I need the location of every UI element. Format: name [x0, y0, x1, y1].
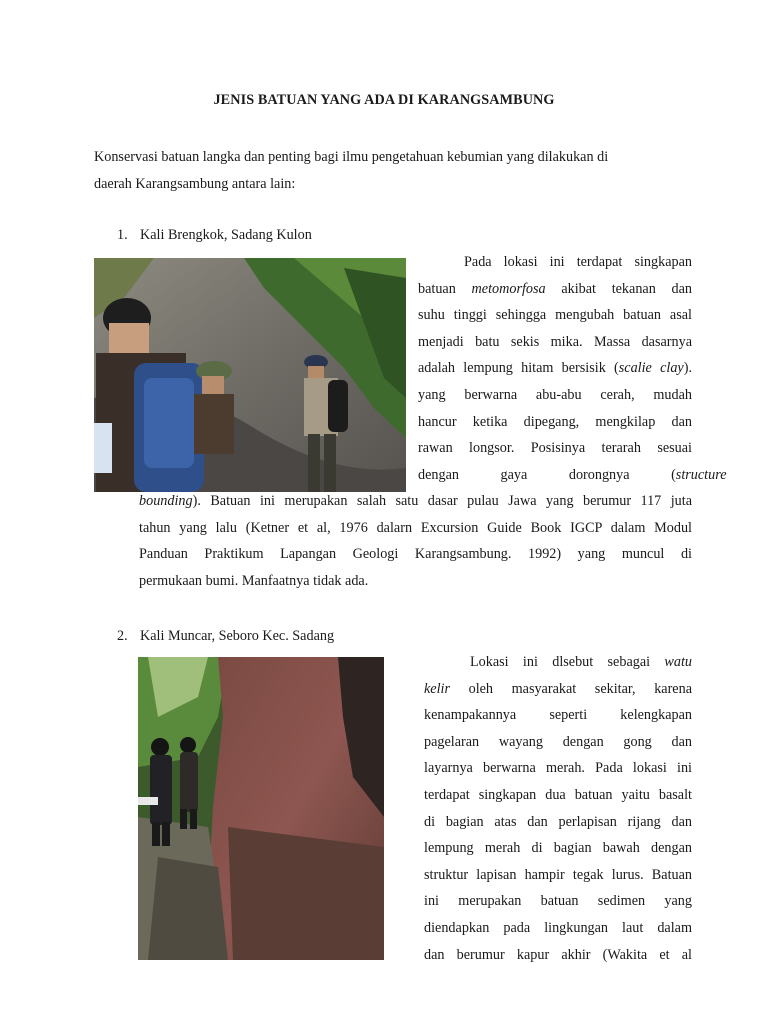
text-line: di bagian atas dan perlapisan rijang dan — [424, 813, 692, 830]
intro-line-1: Konservasi batuan langka dan penting bagi ilmu pengetahuan kebumian yang dilakukan di — [94, 149, 609, 165]
text-line: struktur lapisan hampir tegak lurus. Batuan — [424, 866, 692, 883]
text-span: ). Batuan ini merupakan salah satu dasar pulau Jawa yang berumur 117 juta — [192, 493, 692, 509]
item-number: 2. — [117, 628, 128, 644]
text-line: rawan longsor. Posisinya terarah sesuai — [418, 440, 692, 457]
item-1-text-wrapped — [418, 249, 727, 488]
text-line: terdapat singkapan dua batuan yaitu basalt — [424, 786, 692, 803]
text-line: hancur ketika dipegang, mengkilap dan — [418, 413, 692, 430]
text-line: diendapkan pada lingkungan laut dalam — [424, 919, 692, 936]
item-1-text-full — [139, 488, 692, 594]
text-emphasis: bounding — [139, 493, 193, 509]
intro-line-2: daerah Karangsambung antara lain: — [94, 176, 296, 192]
item-number: 1. — [117, 227, 128, 243]
text-emphasis: structure — [675, 466, 727, 483]
intro-paragraph — [94, 144, 694, 198]
document-title: JENIS BATUAN YANG ADA DI KARANGSAMBUNG — [213, 92, 555, 108]
text-line: yang berwarna abu-abu cerah, mudah — [418, 386, 692, 403]
text-line: tahun yang lalu (Ketner et al, 1976 dalarn Excursion Guide Book IGCP dalam Modul — [139, 519, 692, 536]
text-line: menjadi batu sekis mika. Massa dasarnya — [418, 333, 692, 350]
text-emphasis: kelir — [424, 680, 450, 697]
text-span: batuan — [418, 280, 472, 297]
item-2-text-wrapped — [424, 649, 692, 968]
text-line — [418, 276, 692, 303]
text-line — [424, 676, 692, 703]
item-heading-label: Kali Muncar, Seboro Kec. Sadang — [140, 628, 335, 644]
text-span: adalah lempung hitam bersisik ( — [418, 360, 619, 377]
text-span: akibat tekanan dan — [545, 280, 692, 297]
text-span: Lokasi ini dlsebut sebagai — [470, 654, 665, 670]
text-span: oleh masyarakat sekitar, karena — [450, 680, 692, 697]
text-emphasis: metomorfosa — [471, 280, 546, 297]
text-line: layarnya berwarna merah. Pada lokasi ini — [424, 760, 692, 777]
item-heading-label: Kali Brengkok, Sadang Kulon — [140, 227, 312, 243]
text-line: kenampakannya seperti kelengkapan — [424, 707, 692, 724]
text-line: dan berumur kapur akhir (Wakita et al — [424, 946, 692, 963]
text-emphasis: scalie clay — [618, 360, 684, 377]
text-line: ini merupakan batuan sedimen yang — [424, 893, 692, 910]
text-line — [139, 488, 692, 515]
text-line: pagelaran wayang dengan gong dan — [424, 733, 692, 750]
photo-kali-muncar — [138, 657, 384, 960]
text-emphasis: watu — [664, 654, 692, 670]
photo-kali-brengkok — [94, 258, 406, 492]
text-line — [424, 649, 692, 676]
text-line: lempung merah di bagian bawah dengan — [424, 840, 692, 857]
text-line — [418, 462, 727, 489]
text-span: ). — [683, 360, 692, 377]
text-line: Panduan Praktikum Lapangan Geologi Karangsambung. 1992) yang muncul di — [139, 546, 692, 563]
text-line — [418, 355, 692, 382]
text-line: Pada lokasi ini terdapat singkapan — [464, 254, 692, 270]
text-line: permukaan bumi. Manfaatnya tidak ada. — [139, 572, 369, 589]
text-line: suhu tinggi sehingga mengubah batuan asal — [418, 307, 692, 324]
text-span: dengan gaya dorongnya ( — [418, 466, 676, 483]
